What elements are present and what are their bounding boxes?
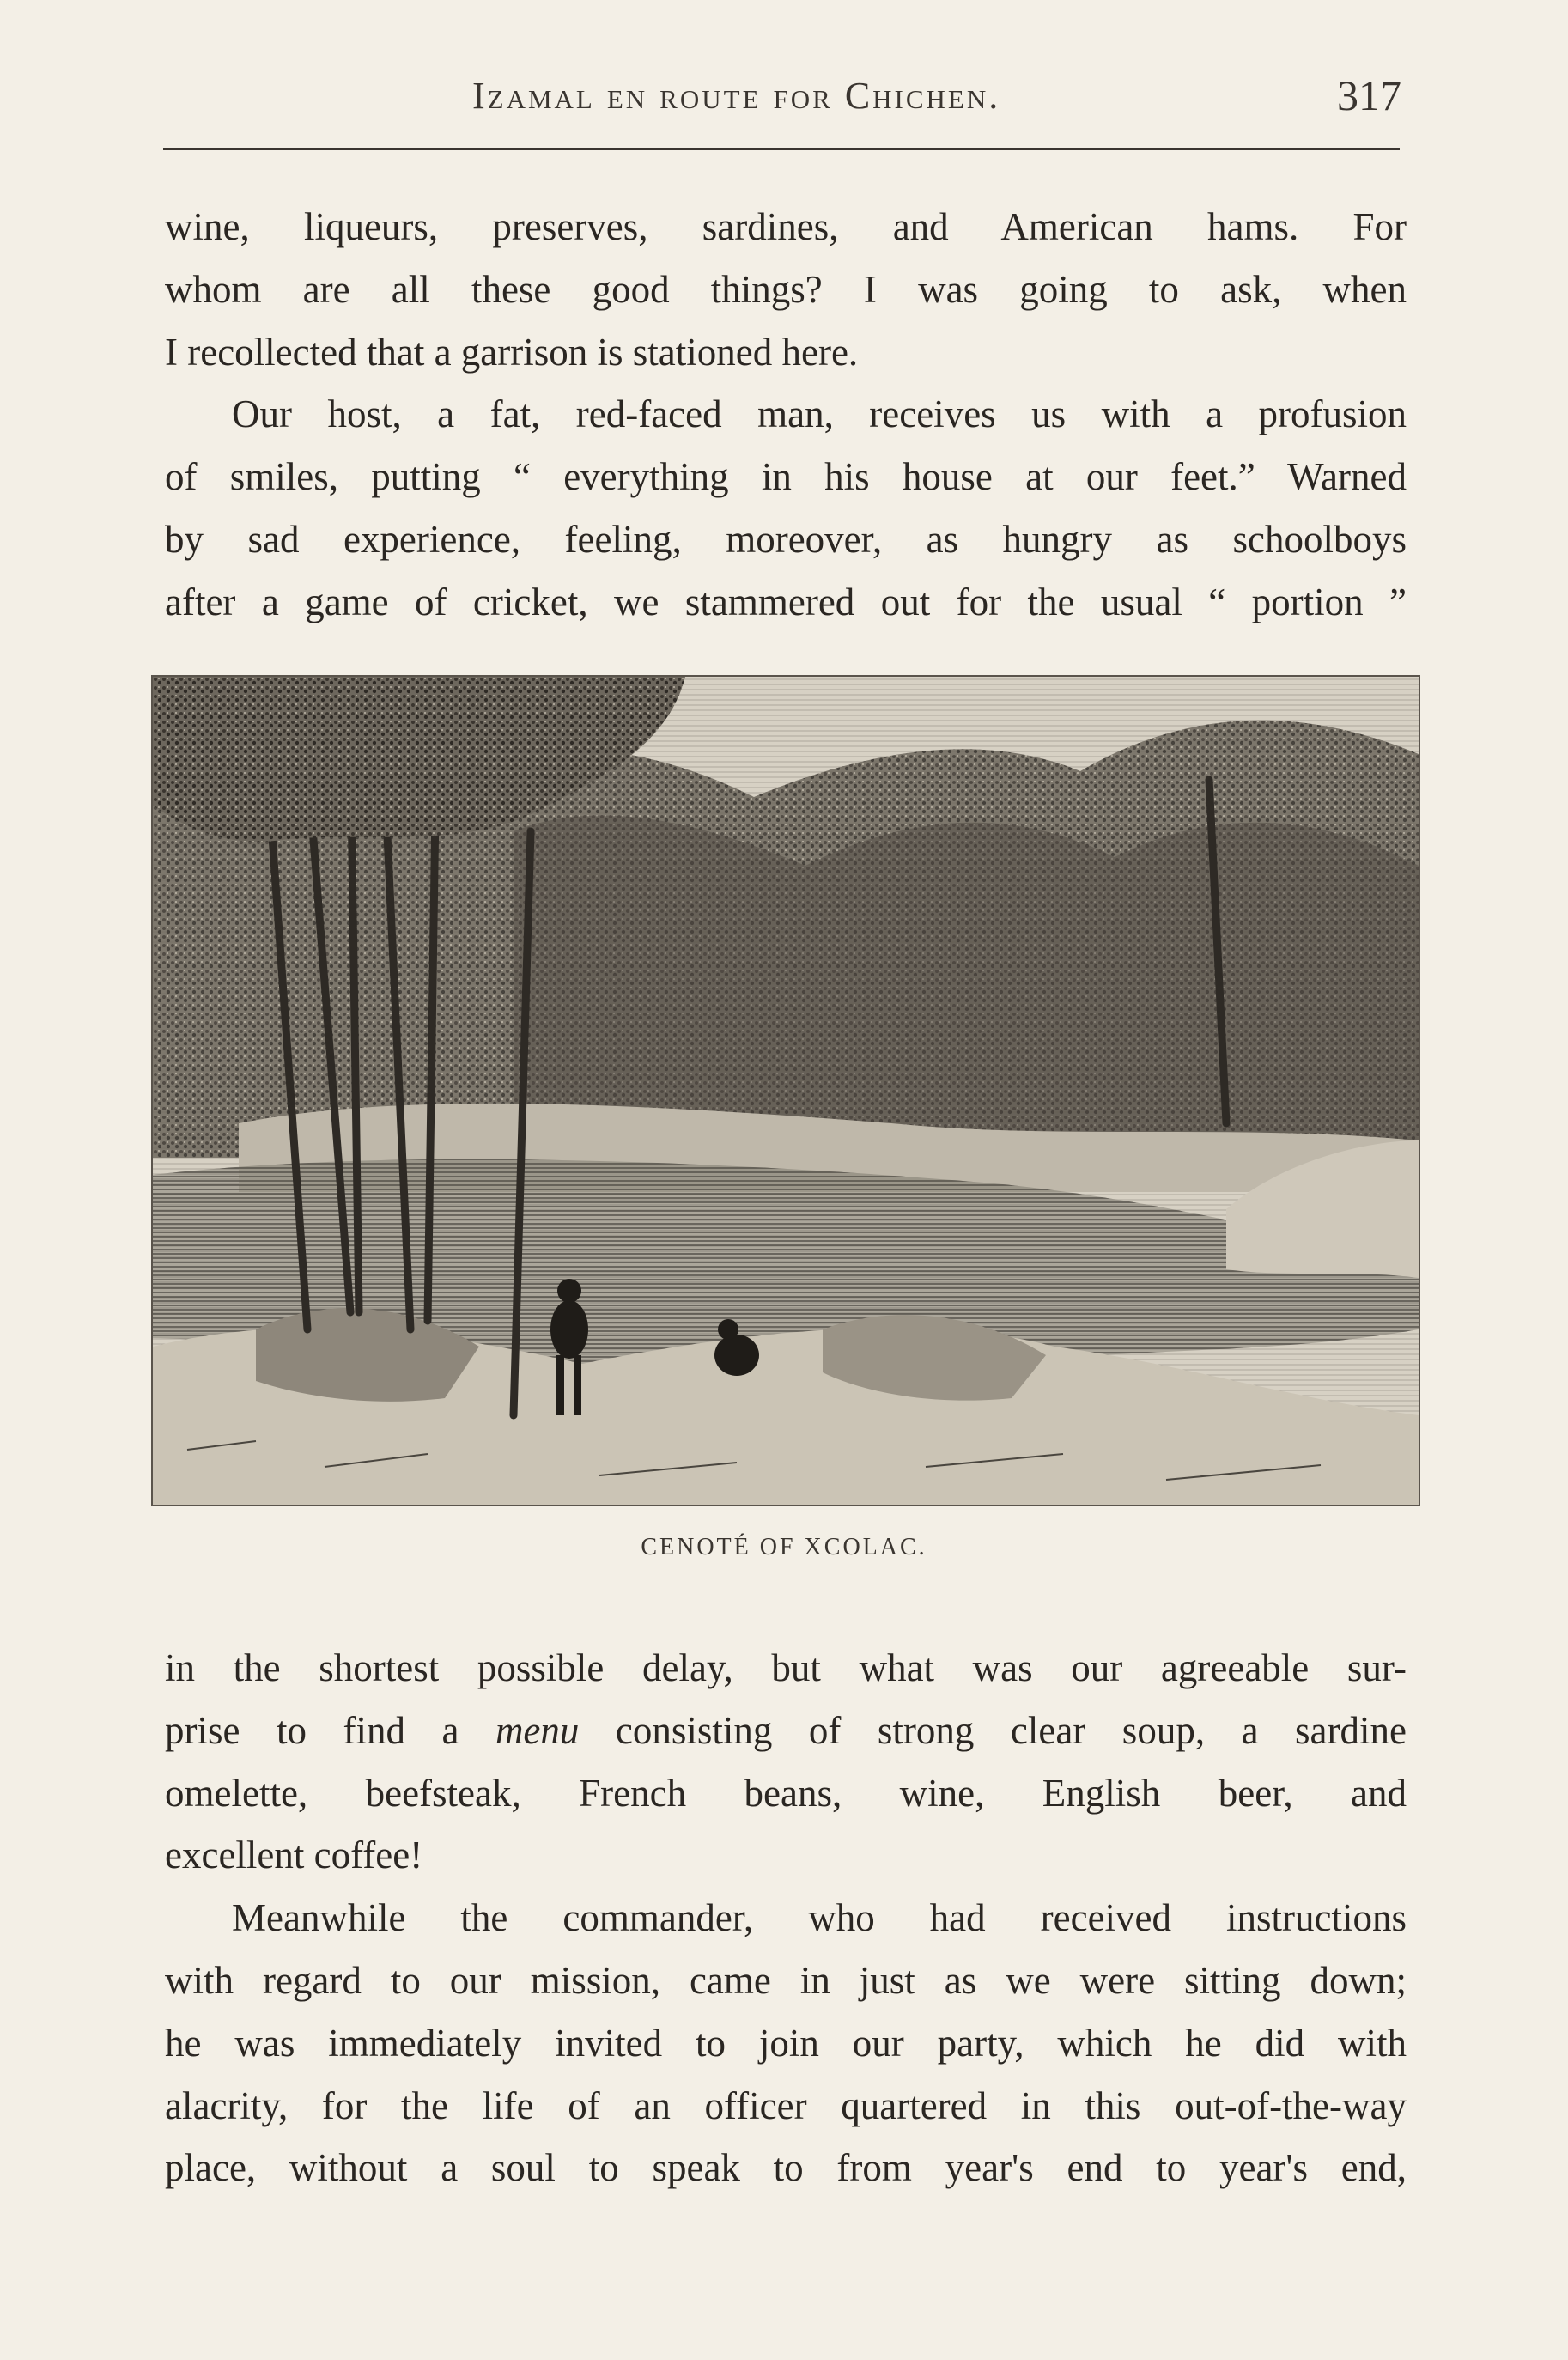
bottom-text: [165, 1637, 1407, 2199]
top-text: [165, 196, 1407, 634]
header-rule: [163, 148, 1400, 150]
text-line: [165, 1700, 1407, 1762]
text-line: in the shortest possible delay, but what was our agreeable sur-: [165, 1646, 1407, 1689]
text-fragment: prise to find a: [165, 1708, 495, 1752]
text-line: with regard to our mission, came in just as we were sitting down;: [165, 1958, 1407, 2002]
text-line: omelette, beefsteak, French beans, wine, English beer, and: [165, 1771, 1407, 1815]
text-line: Our host, a fat, red-faced man, receives us with a profusion: [232, 392, 1407, 436]
text-line: I recollected that a garrison is stationed here.: [165, 330, 859, 374]
italic-word: menu: [495, 1708, 580, 1752]
text-line: Meanwhile the commander, who had received instructions: [232, 1896, 1407, 1940]
text-line: of smiles, putting “ everything in his house at our feet.” Warned: [165, 455, 1407, 499]
cenote-engraving: [151, 675, 1420, 1506]
page-header: [163, 71, 1408, 125]
illustration-caption: CENOTÉ OF XCOLAC.: [641, 1534, 927, 1560]
running-title: Izamal en route for Chichen.: [472, 75, 1001, 117]
text-line: whom are all these good things? I was going to ask, when: [165, 267, 1407, 311]
text-line: wine, liqueurs, preserves, sardines, and American hams. For: [165, 205, 1407, 248]
text-fragment: consisting of strong clear soup, a sardine: [579, 1708, 1407, 1752]
text-line: excellent coffee!: [165, 1834, 423, 1877]
text-line: after a game of cricket, we stammered out for the usual “ portion ”: [165, 580, 1407, 623]
text-line: he was immediately invited to join our party, which he did with: [165, 2021, 1407, 2065]
text-line: place, without a soul to speak to from year's end to year's end,: [165, 2146, 1407, 2190]
text-line: by sad experience, feeling, moreover, as hungry as schoolboys: [165, 517, 1407, 561]
text-line: alacrity, for the life of an officer quartered in this out-of-the-way: [165, 2083, 1407, 2127]
page-number: 317: [1337, 71, 1401, 119]
